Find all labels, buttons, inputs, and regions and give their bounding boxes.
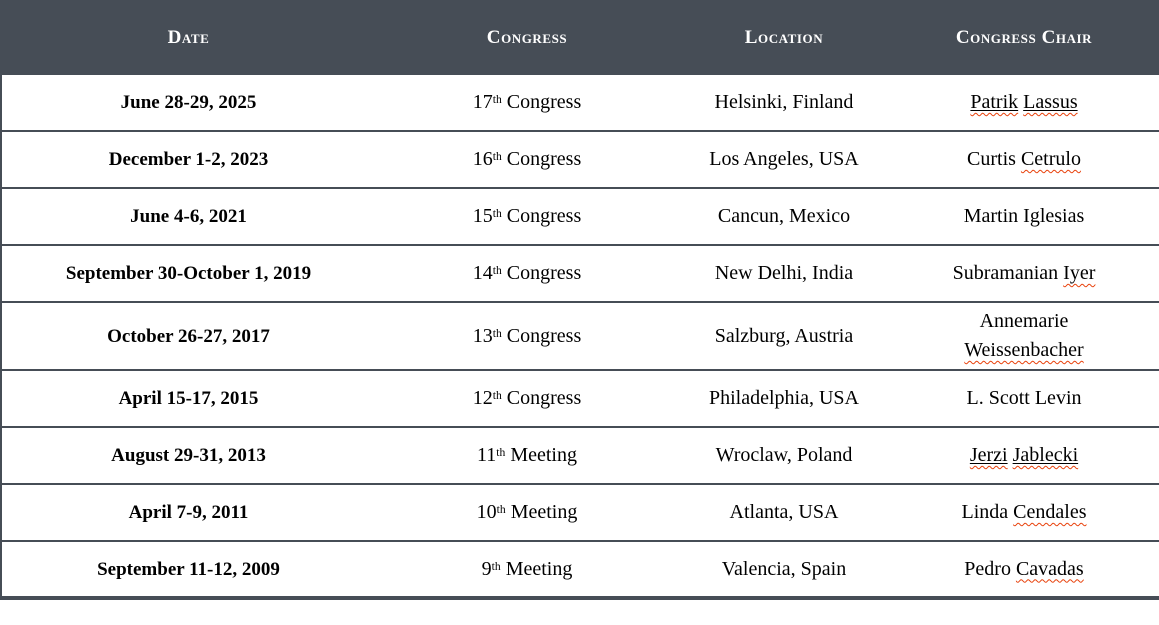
date-cell — [1, 74, 375, 131]
date-text: September 30-October 1, 2019 — [65, 263, 312, 284]
table-header — [1, 1, 1159, 74]
date-text: October 26-27, 2017 — [107, 325, 270, 347]
congress-type: Meeting — [505, 501, 578, 523]
chair-name-word — [964, 339, 1083, 361]
column-header-date: Date — [1, 1, 375, 74]
date-cell — [1, 541, 375, 598]
location-text: Cancun, Mexico — [717, 205, 851, 227]
location-cell — [679, 245, 889, 302]
location-text: Salzburg, Austria — [714, 324, 854, 347]
table-row — [1, 245, 1159, 302]
chair-name-word — [1021, 148, 1081, 170]
chair-name — [964, 558, 1083, 580]
congress-ordinal: 16 — [472, 148, 493, 170]
congress-text — [473, 91, 581, 113]
congress-ordinal: 13 — [472, 324, 493, 347]
chair-cell — [889, 484, 1159, 541]
ordinal-suffix: th — [496, 445, 506, 459]
chair-cell — [889, 427, 1159, 484]
chair-cell — [889, 131, 1159, 188]
location-text: Valencia, Spain — [721, 557, 847, 580]
misspelled-word: Iyer — [1063, 262, 1096, 284]
location-cell — [679, 484, 889, 541]
table-body — [1, 74, 1159, 598]
table-row — [1, 74, 1159, 131]
location-cell — [679, 370, 889, 427]
chair-name[interactable] — [970, 444, 1078, 466]
table-row — [1, 131, 1159, 188]
congress-cell — [375, 74, 679, 131]
location-cell — [679, 74, 889, 131]
misspelled-word: Patrik — [970, 91, 1019, 113]
table-row — [1, 484, 1159, 541]
chair-name — [967, 387, 1082, 409]
misspelled-word: Cetrulo — [1020, 148, 1081, 170]
date-text: April 15-17, 2015 — [118, 388, 259, 409]
column-header-location: Location — [679, 1, 889, 74]
ordinal-suffix: th — [492, 263, 502, 277]
column-header-congress-chair: Congress Chair — [889, 1, 1159, 74]
congress-ordinal: 10 — [476, 501, 497, 523]
header-row — [1, 1, 1159, 74]
chair-name-word: Iglesias — [1023, 205, 1085, 227]
ordinal-suffix: th — [492, 388, 502, 402]
congress-cell — [375, 245, 679, 302]
date-cell — [1, 370, 375, 427]
chair-name-word: Linda — [961, 501, 1009, 523]
date-cell — [1, 245, 375, 302]
congress-type: Congress — [501, 387, 582, 409]
congress-text — [477, 501, 578, 523]
chair-name-word — [1016, 558, 1084, 580]
chair-name-word[interactable] — [1013, 444, 1079, 466]
congress-text — [473, 205, 581, 227]
date-text: June 4-6, 2021 — [130, 206, 247, 227]
congress-text — [473, 387, 581, 409]
chair-cell — [889, 245, 1159, 302]
location-cell — [679, 427, 889, 484]
congress-ordinal: 12 — [472, 387, 493, 409]
table-row — [1, 541, 1159, 598]
chair-name-word[interactable] — [970, 91, 1018, 113]
congress-cell — [375, 131, 679, 188]
ordinal-suffix: th — [491, 559, 501, 573]
date-text: August 29-31, 2013 — [111, 445, 266, 466]
congress-type: Meeting — [500, 557, 573, 580]
congress-ordinal: 9 — [481, 557, 492, 580]
table-row — [1, 370, 1159, 427]
ordinal-suffix: th — [496, 502, 506, 516]
chair-name-word[interactable] — [1023, 91, 1077, 113]
chair-name-word: Curtis — [967, 148, 1016, 170]
congress-cell — [375, 541, 679, 598]
congress-type: Meeting — [505, 444, 577, 466]
misspelled-word: Weissenbacher — [964, 339, 1084, 361]
chair-name-word: Annemarie — [979, 310, 1069, 332]
chair-name — [962, 501, 1087, 523]
date-text: December 1-2, 2023 — [108, 149, 269, 170]
congress-text — [473, 262, 581, 284]
congress-ordinal: 11 — [477, 444, 497, 466]
location-text: Atlanta, USA — [729, 501, 839, 523]
chair-name — [953, 262, 1096, 284]
date-cell — [1, 188, 375, 245]
chair-cell — [889, 541, 1159, 598]
location-text: Philadelphia, USA — [709, 387, 859, 409]
date-cell — [1, 427, 375, 484]
date-cell — [1, 484, 375, 541]
chair-name-word — [1013, 501, 1086, 523]
congress-type: Congress — [501, 205, 582, 227]
congress-text — [473, 148, 581, 170]
misspelled-word: Jablecki — [1012, 444, 1079, 466]
location-text: New Delhi, India — [714, 262, 854, 284]
congress-type: Congress — [501, 262, 582, 284]
congress-text — [482, 558, 573, 580]
chair-name — [944, 307, 1104, 365]
ordinal-suffix: th — [492, 206, 502, 220]
table-row — [1, 188, 1159, 245]
location-text: Wroclaw, Poland — [715, 444, 853, 466]
congress-ordinal: 15 — [472, 205, 493, 227]
chair-cell — [889, 74, 1159, 131]
location-cell — [679, 302, 889, 370]
date-text: April 7-9, 2011 — [128, 502, 249, 523]
table-row — [1, 427, 1159, 484]
congress-cell — [375, 484, 679, 541]
misspelled-word: Cendales — [1013, 501, 1087, 523]
ordinal-suffix: th — [492, 149, 502, 163]
congress-cell — [375, 427, 679, 484]
congress-text — [477, 444, 577, 466]
table-row — [1, 302, 1159, 370]
misspelled-word: Lassus — [1023, 91, 1078, 113]
chair-name-word — [1063, 262, 1095, 284]
location-cell — [679, 541, 889, 598]
misspelled-word: Cavadas — [1015, 557, 1084, 580]
location-cell — [679, 188, 889, 245]
date-text: June 28-29, 2025 — [120, 92, 257, 113]
chair-name-word: Martin — [963, 205, 1019, 227]
date-text: September 11-12, 2009 — [97, 558, 280, 580]
chair-cell — [889, 370, 1159, 427]
date-cell — [1, 131, 375, 188]
location-text: Los Angeles, USA — [709, 148, 859, 170]
chair-name-word: Scott — [988, 387, 1030, 409]
chair-name[interactable] — [970, 91, 1077, 113]
chair-name-word[interactable] — [970, 444, 1008, 466]
chair-name — [964, 205, 1085, 227]
location-text: Helsinki, Finland — [714, 91, 854, 113]
date-cell — [1, 302, 375, 370]
chair-name-word: Pedro — [964, 557, 1011, 580]
chair-name — [967, 148, 1081, 170]
congress-text — [473, 325, 581, 347]
congress-type: Congress — [501, 91, 582, 113]
column-header-congress: Congress — [375, 1, 679, 74]
ordinal-suffix: th — [492, 92, 502, 106]
congress-type: Congress — [501, 148, 582, 170]
chair-name-word: Subramanian — [952, 262, 1059, 284]
location-cell — [679, 131, 889, 188]
congress-type: Congress — [501, 324, 582, 347]
chair-cell — [889, 188, 1159, 245]
congress-ordinal: 14 — [472, 262, 493, 284]
congress-cell — [375, 370, 679, 427]
congress-ordinal: 17 — [472, 91, 493, 113]
congress-cell — [375, 302, 679, 370]
congress-cell — [375, 188, 679, 245]
ordinal-suffix: th — [492, 326, 502, 340]
chair-cell — [889, 302, 1159, 370]
chair-name-word: L. — [966, 387, 984, 409]
chair-name-word: Levin — [1034, 387, 1082, 409]
misspelled-word: Jerzi — [969, 444, 1008, 466]
